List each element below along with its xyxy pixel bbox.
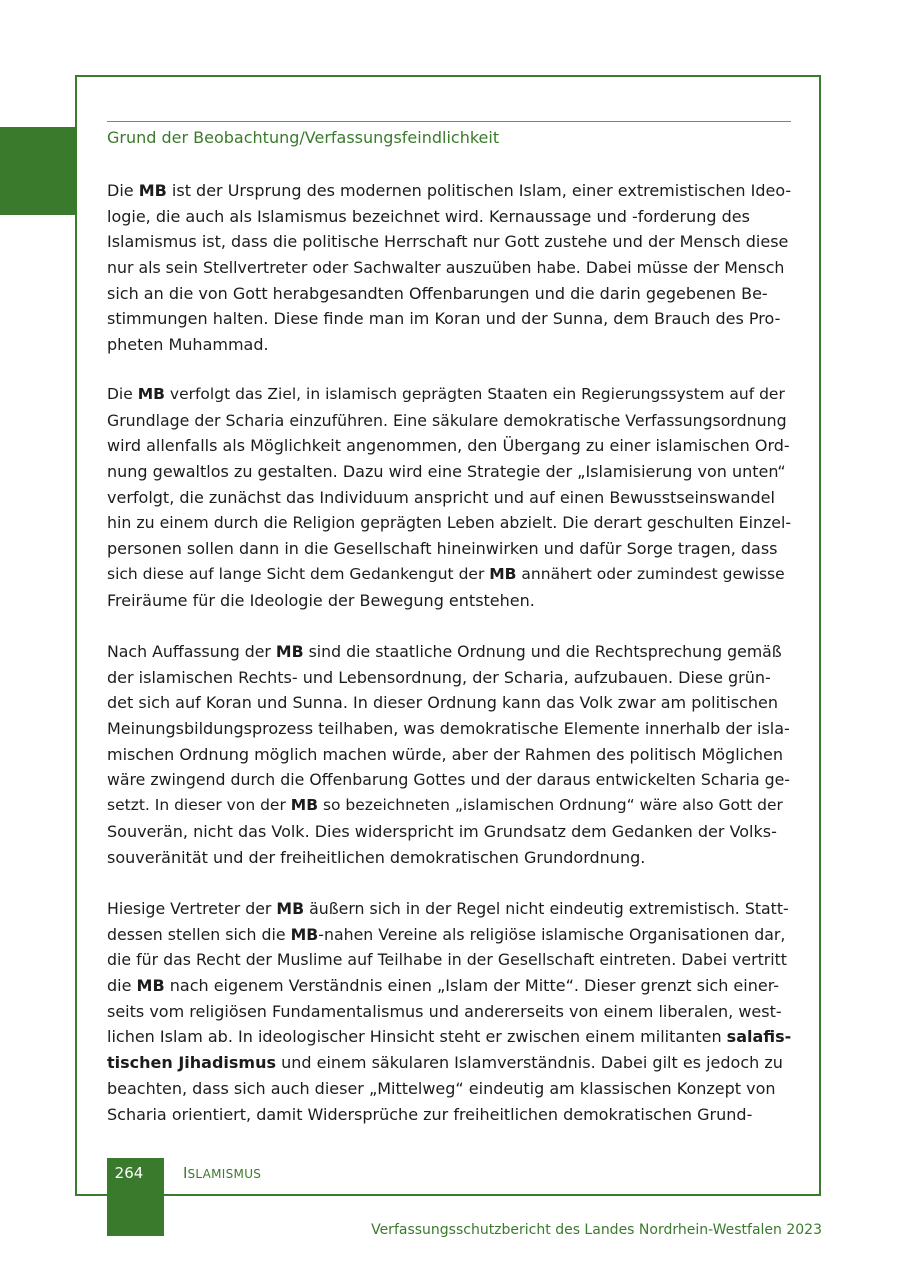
- text-run: pheten Muhammad.: [107, 335, 269, 355]
- text-line: [107, 382, 791, 408]
- body-paragraph-3: [107, 639, 791, 870]
- text-run: setzt. In dieser von der: [107, 796, 291, 815]
- text-run: Grundlage der Scharia einzuführen. Eine säkulare demokratische Verfassungsordnung: [107, 410, 787, 430]
- body-paragraph-1: [107, 178, 791, 358]
- text-run: verfolgt, die zunächst das Individuum anspricht und auf einen Bewusstseinswandel: [107, 487, 775, 507]
- text-line: [107, 433, 791, 459]
- text-run: Meinungsbildungsprozess teilhaben, was demokratische Elemente innerhalb der isla-: [107, 719, 790, 739]
- text-line: [107, 665, 791, 691]
- text-run: wäre zwingend durch die Offenbarung Gottes und der daraus entwickelten Scharia ge-: [107, 770, 790, 790]
- text-line: [107, 1024, 791, 1050]
- chapter-label-initial: I: [183, 1164, 188, 1182]
- text-run: sich an die von Gott herabgesandten Offenbarungen und die darin gegebenen Be-: [107, 283, 768, 303]
- bold-text: MB: [136, 976, 165, 996]
- text-line: [107, 562, 791, 588]
- text-line: [107, 408, 791, 434]
- text-line: [107, 973, 791, 999]
- section-heading: Grund der Beobachtung/Verfassungsfeindlichkeit: [107, 128, 500, 147]
- text-run: ist der Ursprung des modernen politischen Islam, einer extremistischen Ideo-: [166, 181, 792, 200]
- text-line: [107, 922, 791, 948]
- text-run: logie, die auch als Islamismus bezeichnet wird. Kernaussage und -forderung des: [107, 206, 750, 226]
- text-run: nung gewaltlos zu gestalten. Dazu wird eine Strategie der „Islamisierung von unten“: [107, 462, 786, 482]
- text-line: [107, 306, 791, 332]
- text-line: [107, 332, 791, 358]
- text-line: [107, 819, 791, 845]
- bold-text: MB: [137, 385, 165, 403]
- text-run: Die: [107, 181, 139, 200]
- bold-text: MB: [275, 642, 304, 661]
- header-rule: [107, 121, 791, 122]
- text-line: [107, 229, 791, 255]
- text-line: [107, 485, 791, 511]
- bold-text: MB: [290, 796, 319, 815]
- text-line: [107, 793, 791, 819]
- text-run: die für das Recht der Muslime auf Teilhabe in der Gesellschaft eintreten. Dabei vertritt: [107, 950, 787, 970]
- text-line: [107, 639, 791, 665]
- text-run: hin zu einem durch die Religion geprägten Leben abzielt. Die derart geschulten Einzel-: [107, 513, 792, 533]
- text-line: [107, 690, 791, 716]
- text-line: [107, 999, 791, 1025]
- text-line: [107, 178, 791, 204]
- text-run: Islamismus ist, dass die politische Herrschaft nur Gott zustehe und der Mensch diese: [107, 232, 789, 252]
- text-line: [107, 536, 791, 562]
- text-line: [107, 281, 791, 307]
- text-line: [107, 1076, 791, 1102]
- text-run: personen sollen dann in die Gesellschaft hineinwirken und dafür Sorge tragen, dass: [107, 539, 778, 559]
- text-run: sind die staatliche Ordnung und die Rechtsprechung gemäß: [303, 642, 782, 661]
- text-line: [107, 588, 791, 614]
- text-run: Hiesige Vertreter der: [107, 899, 277, 918]
- report-title-footer: Verfassungsschutzbericht des Landes Nordrhein-Westfalen 2023: [371, 1222, 822, 1238]
- text-run: sich diese auf lange Sicht dem Gedankengut der: [107, 564, 490, 583]
- text-run: det sich auf Koran und Sunna. In dieser Ordnung kann das Volk zwar am politischen: [107, 693, 779, 713]
- text-line: [107, 896, 791, 922]
- text-run: verfolgt das Ziel, in islamisch geprägten Staaten ein Regierungssystem auf der: [164, 385, 785, 403]
- body-paragraph-4: [107, 896, 791, 1127]
- text-line: [107, 742, 791, 768]
- text-run: Souverän, nicht das Volk. Dies widerspricht im Grundsatz dem Gedanken der Volks-: [107, 821, 777, 841]
- text-run: Scharia orientiert, damit Widersprüche zur freiheitlichen demokratischen Grund-: [107, 1104, 753, 1124]
- text-run: stimmungen halten. Diese finde man im Koran und der Sunna, dem Brauch des Pro-: [107, 309, 781, 329]
- text-run: Freiräume für die Ideologie der Bewegung entstehen.: [107, 590, 535, 610]
- text-run: annähert oder zumindest gewisse: [516, 564, 785, 583]
- text-run: Die: [107, 385, 138, 403]
- text-run: Nach Auffassung der: [107, 642, 276, 661]
- text-line: [107, 255, 791, 281]
- text-run: nur als sein Stellvertreter oder Sachwalter auszuüben habe. Dabei müsse der Mensch: [107, 258, 785, 278]
- text-line: [107, 1050, 791, 1076]
- text-line: [107, 947, 791, 973]
- text-line: [107, 204, 791, 230]
- text-run: äußern sich in der Regel nicht eindeutig extremistisch. Statt-: [304, 899, 789, 918]
- page-number: 264: [114, 1164, 144, 1182]
- chapter-label: [183, 1164, 261, 1182]
- bold-text: MB: [138, 181, 167, 200]
- text-run: dessen stellen sich die: [107, 924, 291, 944]
- text-line: [107, 767, 791, 793]
- text-run: seits vom religiösen Fundamentalismus und andererseits von einem liberalen, west-: [107, 1001, 782, 1021]
- text-line: [107, 459, 791, 485]
- text-line: [107, 716, 791, 742]
- bold-text: MB: [290, 924, 319, 944]
- bold-text: salafis-: [726, 1027, 792, 1047]
- text-run: souveränität und der freiheitlichen demokratischen Grundordnung.: [107, 847, 646, 867]
- text-line: [107, 845, 791, 871]
- text-run: der islamischen Rechts- und Lebensordnung, der Scharia, aufzubauen. Diese grün-: [107, 667, 771, 687]
- page-number-box: [107, 1158, 164, 1236]
- chapter-marker-tab: [0, 127, 77, 215]
- body-paragraph-2: [107, 382, 791, 613]
- text-run: nach eigenem Verständnis einen „Islam der Mitte“. Dieser grenzt sich einer-: [164, 976, 780, 996]
- text-line: [107, 510, 791, 536]
- text-run: beachten, dass sich auch dieser „Mittelweg“ eindeutig am klassischen Konzept von: [107, 1078, 776, 1098]
- bold-text: tischen Jihadismus: [107, 1053, 277, 1073]
- bold-text: MB: [489, 564, 517, 583]
- bold-text: MB: [276, 899, 305, 918]
- text-run: so bezeichneten „islamischen Ordnung“ wäre also Gott der: [318, 796, 783, 815]
- text-run: lichen Islam ab. In ideologischer Hinsicht steht er zwischen einem militanten: [107, 1027, 727, 1047]
- text-run: wird allenfalls als Möglichkeit angenommen, den Übergang zu einer islamischen Ord-: [107, 436, 790, 456]
- text-run: und einem säkularen Islamverständnis. Dabei gilt es jedoch zu: [276, 1053, 783, 1073]
- text-run: -nahen Vereine als religiöse islamische Organisationen dar,: [318, 924, 786, 944]
- text-run: die: [107, 976, 137, 996]
- chapter-label-rest: SLAMISMUS: [187, 1167, 262, 1181]
- text-line: [107, 1102, 791, 1128]
- text-run: mischen Ordnung möglich machen würde, aber der Rahmen des politisch Möglichen: [107, 744, 784, 764]
